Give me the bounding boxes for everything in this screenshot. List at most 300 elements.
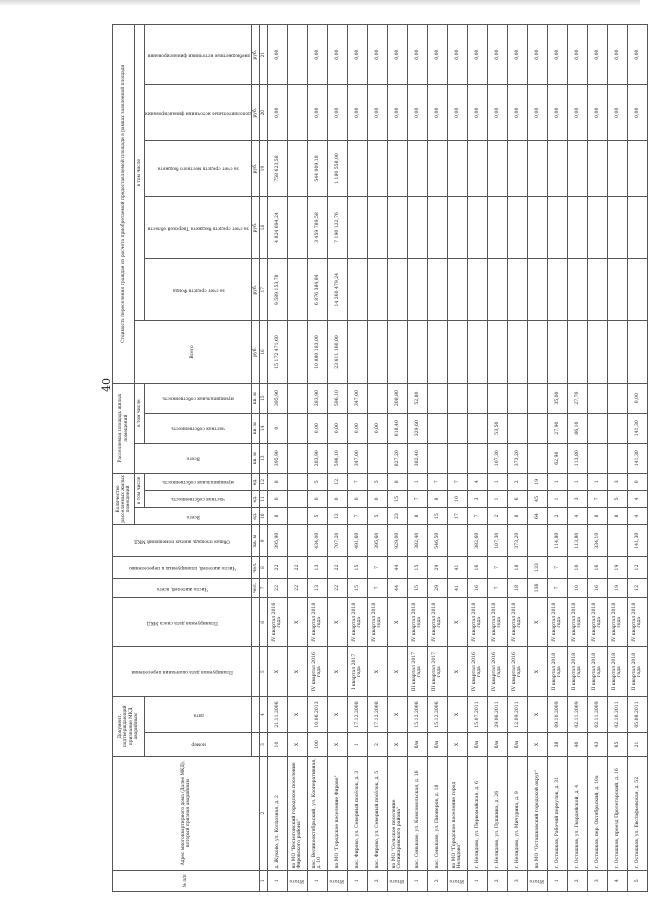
- table-cell: [607, 141, 627, 197]
- unit-sqm: кв. м: [251, 413, 259, 443]
- table-cell: [447, 259, 467, 321]
- table-cell: [527, 525, 547, 557]
- column-number: 5: [259, 647, 267, 696]
- scan-edge-shadow: [0, 0, 640, 6]
- table-cell: 41: [447, 578, 467, 597]
- table-cell: 4 824 694,24: [267, 196, 287, 258]
- table-cell: 827,20: [387, 443, 407, 473]
- table-cell: 0,00: [607, 25, 627, 85]
- table-cell: 0: [307, 490, 327, 507]
- table-cell: 0,00: [307, 25, 327, 85]
- table-row: [427, 25, 447, 892]
- table-cell: 16: [587, 578, 607, 597]
- table-cell: [387, 141, 407, 197]
- table-cell: [287, 196, 307, 258]
- table-cell: IV квартал 2018 года: [427, 598, 447, 647]
- header-plan-resettle: Планируемая дата окончания переселения: [113, 647, 252, 696]
- table-cell: 0,00: [467, 25, 487, 85]
- table-cell: 113,80: [567, 443, 587, 473]
- table-cell: 4: [627, 490, 647, 507]
- table-cell: 8: [267, 473, 287, 490]
- header-area-total: Общая площадь жилых помещений МКД: [113, 525, 252, 557]
- table-total-row: [527, 25, 547, 892]
- table-cell: 53,50: [487, 413, 507, 443]
- unit-blank: [251, 696, 259, 732]
- table-cell: 29: [427, 557, 447, 578]
- table-cell: 7: [347, 473, 367, 490]
- table-cell: д. Жуково, ул. Колхозная, д. 2: [267, 756, 287, 870]
- table-cell: 10: [567, 557, 587, 578]
- table-cell: [427, 443, 447, 473]
- table-cell: 21: [627, 733, 647, 757]
- table-cell: г. Осташков, ул. Гвардейской, д. 4: [567, 756, 587, 870]
- table-cell: 6 876 384,84: [307, 259, 327, 321]
- table-cell: 4: [467, 473, 487, 490]
- table-cell: [567, 141, 587, 197]
- column-number: 17: [259, 259, 267, 321]
- column-number: 14: [259, 413, 267, 443]
- table-cell: [407, 141, 427, 197]
- table-cell: 09.10.2009: [547, 696, 567, 732]
- table-cell: 15: [407, 557, 427, 578]
- header-doc-date: дата: [145, 696, 252, 732]
- table-row: [487, 25, 507, 892]
- table-cell: [347, 259, 367, 321]
- table-cell: X: [527, 696, 547, 732]
- header-cost-extra2: внебюджетные источники финансирования: [145, 25, 252, 85]
- table-cell: 7: [587, 490, 607, 507]
- table-cell: 15: [387, 490, 407, 507]
- table-cell: 15.12.2006: [407, 696, 427, 732]
- table-cell: 0,00: [547, 25, 567, 85]
- table-cell: 1: [547, 870, 567, 891]
- table-cell: [567, 259, 587, 321]
- table-cell: 1: [487, 473, 507, 490]
- table-cell: 7: [467, 508, 487, 525]
- table-cell: [507, 321, 527, 383]
- table-cell: 3: [507, 870, 527, 891]
- header-area-private: частная собственность: [145, 413, 252, 443]
- table-row: [547, 25, 567, 892]
- header-cost-extra: дополнительные источники финансирования: [145, 85, 252, 141]
- header-area-municipal: муниципальная собственность: [145, 383, 252, 413]
- table-cell: 1: [307, 870, 327, 891]
- header-address: Адрес многоквартирного дома (Далее МКД), который признан аварийным: [113, 756, 260, 870]
- table-cell: [507, 196, 527, 258]
- table-cell: [427, 413, 447, 443]
- header-rooms-in-number: в том числе: [135, 473, 145, 507]
- table-cell: по МО "Городское поселение Фирово": [327, 756, 347, 870]
- unit-rub: руб.: [251, 259, 259, 321]
- table-cell: 0,00: [267, 25, 287, 85]
- table-cell: 758 623,58: [267, 141, 287, 197]
- table-total-row: [327, 25, 347, 892]
- table-cell: [367, 383, 387, 413]
- table-cell: 5: [307, 508, 327, 525]
- table-row: [567, 25, 587, 892]
- table-cell: IV квартал 2018 года: [367, 598, 387, 647]
- table-cell: [287, 413, 307, 443]
- table-cell: [587, 413, 607, 443]
- table-cell: 434,00: [307, 525, 327, 557]
- table-cell: [487, 321, 507, 383]
- table-cell: [627, 321, 647, 383]
- table-cell: [567, 321, 587, 383]
- table-cell: 15.07.2011: [467, 696, 487, 732]
- table-cell: пос. Сеньково, ул. Пионеров, д. 18: [427, 756, 447, 870]
- table-cell: [587, 321, 607, 383]
- unit-rub: руб.: [251, 85, 259, 141]
- table-cell: 3: [607, 473, 627, 490]
- table-cell: 2: [427, 870, 447, 891]
- table-cell: [587, 443, 607, 473]
- table-cell: 0,00: [607, 85, 627, 141]
- table-cell: 382,40: [407, 525, 427, 557]
- table-cell: [487, 141, 507, 197]
- table-cell: 1: [267, 870, 287, 891]
- table-cell: 0,00: [487, 25, 507, 85]
- table-cell: X: [527, 598, 547, 647]
- table-cell: X: [387, 733, 407, 757]
- table-cell: [287, 490, 307, 507]
- table-cell: 8: [407, 508, 427, 525]
- table-cell: [587, 141, 607, 197]
- table-cell: IV квартал 2016 года: [467, 647, 487, 696]
- table-cell: 44: [387, 557, 407, 578]
- column-number: 3: [259, 733, 267, 757]
- table-cell: [587, 383, 607, 413]
- header-residents-plan: Число жителей, планируемых к переселению: [113, 557, 252, 578]
- table-cell: 100: [307, 733, 327, 757]
- unit-blank: [251, 598, 259, 647]
- table-cell: б/н: [487, 733, 507, 757]
- table-cell: [607, 259, 627, 321]
- table-cell: 2: [567, 870, 587, 891]
- table-total-row: [287, 25, 307, 892]
- table-cell: [467, 321, 487, 383]
- table-cell: [527, 259, 547, 321]
- table-cell: 141,30: [627, 443, 647, 473]
- table-cell: 382,60: [467, 525, 487, 557]
- table-cell: 1: [467, 870, 487, 891]
- table-cell: г. Нелидово, ул. Мичурина, д. 9: [507, 756, 527, 870]
- header-cost-in-number: в том числе: [135, 25, 145, 321]
- column-number: 18: [259, 196, 267, 258]
- column-number: 12: [259, 473, 267, 490]
- table-cell: 596,10: [327, 383, 347, 413]
- table-cell: 283,90: [307, 443, 327, 473]
- table-row: [607, 25, 627, 892]
- document-page: [112, 24, 643, 892]
- table-cell: III квартал 2017 года: [427, 647, 447, 696]
- table-cell: I квартал 2017 года: [347, 647, 367, 696]
- table-cell: [507, 413, 527, 443]
- table-cell: 17: [447, 508, 467, 525]
- table-cell: 929,00: [387, 525, 407, 557]
- table-cell: III квартал 2017 года: [407, 647, 427, 696]
- table-cell: 02.11.2009: [587, 696, 607, 732]
- table-cell: 10 880 183,00: [307, 321, 327, 383]
- table-cell: 3: [467, 490, 487, 507]
- table-cell: 45: [527, 490, 547, 507]
- table-cell: X: [387, 647, 407, 696]
- table-cell: 141,30: [627, 525, 647, 557]
- table-cell: 2: [547, 508, 567, 525]
- table-cell: IV квартал 2018 года: [607, 598, 627, 647]
- table-cell: [467, 196, 487, 258]
- table-cell: [607, 443, 627, 473]
- table-cell: 14 260 479,24: [327, 259, 347, 321]
- table-cell: 13: [307, 578, 327, 597]
- table-cell: 334,10: [587, 525, 607, 557]
- table-cell: [487, 383, 507, 413]
- column-number: 16: [259, 321, 267, 383]
- table-cell: II квартал 2018 года: [567, 647, 587, 696]
- header-rooms-municipal: муниципальная собственность: [145, 473, 252, 490]
- table-cell: 6: [507, 490, 527, 507]
- table-cell: 0,00: [487, 85, 507, 141]
- table-cell: X: [267, 647, 287, 696]
- table-cell: [447, 413, 467, 443]
- table-cell: 22: [267, 578, 287, 597]
- table-row: [267, 25, 287, 892]
- table-cell: X: [327, 696, 347, 732]
- table-row: [587, 25, 607, 892]
- table-cell: [447, 383, 467, 413]
- unit-blank: [251, 733, 259, 757]
- table-cell: X: [447, 696, 467, 732]
- table-cell: 8: [507, 508, 527, 525]
- table-cell: 1: [567, 473, 587, 490]
- table-cell: 4: [607, 870, 627, 891]
- table-cell: 0,00: [547, 85, 567, 141]
- table-cell: 141,30: [627, 413, 647, 443]
- table-cell: [607, 383, 627, 413]
- table-cell: [447, 141, 467, 197]
- table-cell: [427, 383, 447, 413]
- table-cell: 19: [527, 473, 547, 490]
- table-cell: 0,00: [327, 413, 347, 443]
- table-cell: 8: [387, 473, 407, 490]
- column-number: 21: [259, 25, 267, 85]
- table-cell: 0,00: [347, 25, 367, 85]
- table-cell: [387, 196, 407, 258]
- table-cell: [467, 259, 487, 321]
- table-cell: 7: [547, 557, 567, 578]
- table-cell: 15: [347, 557, 367, 578]
- table-cell: 382,40: [407, 443, 427, 473]
- table-cell: [627, 196, 647, 258]
- table-cell: 3: [587, 870, 607, 891]
- table-cell: 19: [607, 578, 627, 597]
- table-cell: [547, 321, 567, 383]
- unit-rub: руб.: [251, 141, 259, 197]
- table-cell: II квартал 2018 года: [547, 647, 567, 696]
- rotated-table-container: [112, 24, 643, 892]
- column-number: 2: [259, 756, 267, 870]
- table-cell: IV квартал 2016 года: [487, 647, 507, 696]
- table-cell: Итого: [287, 870, 307, 891]
- table-cell: по МО "Весьегонский городское поселение Фировского района": [287, 756, 307, 870]
- table-cell: X: [367, 647, 387, 696]
- table-cell: 8: [267, 508, 287, 525]
- table-cell: [367, 259, 387, 321]
- table-row: [347, 25, 367, 892]
- table-cell: [507, 383, 527, 413]
- table-row: [367, 25, 387, 892]
- header-cost-local: за счет средств местного бюджета: [145, 141, 252, 197]
- table-cell: г. Нелидово, ул. Пушкина, д. 26: [487, 756, 507, 870]
- header-doc-number: номер: [145, 733, 252, 757]
- table-cell: 0,00: [307, 413, 327, 443]
- table-cell: 0,00: [527, 85, 547, 141]
- table-cell: 7: [407, 490, 427, 507]
- table-cell: 27,90: [547, 413, 567, 443]
- table-cell: [347, 141, 367, 197]
- table-cell: 0,00: [307, 85, 327, 141]
- table-cell: 0,00: [407, 25, 427, 85]
- table-cell: [467, 443, 487, 473]
- unit-people: чел.: [251, 578, 259, 597]
- column-number: 4: [259, 696, 267, 732]
- table-cell: пос. Фирово, ул. Северный посёлок, д. 5: [367, 756, 387, 870]
- table-cell: 1: [407, 870, 427, 891]
- table-cell: [407, 196, 427, 258]
- table-cell: 0,00: [507, 25, 527, 85]
- column-number: 8: [259, 557, 267, 578]
- table-cell: 22: [327, 578, 347, 597]
- table-cell: 0,00: [567, 85, 587, 141]
- table-cell: IV квартал 2018 года: [467, 598, 487, 647]
- table-cell: [527, 443, 547, 473]
- table-cell: 05.08.2011: [627, 696, 647, 732]
- table-cell: [587, 196, 607, 258]
- header-residents: Число жителей, всего: [113, 578, 252, 597]
- table-cell: 12: [327, 508, 347, 525]
- table-cell: по МО "Городское поселение город Нелидово": [447, 756, 467, 870]
- table-cell: 707,20: [327, 525, 347, 557]
- table-cell: [627, 259, 647, 321]
- table-cell: [287, 321, 307, 383]
- header-area-in-number: в том числе: [135, 383, 145, 443]
- table-cell: 17.12.2008: [367, 696, 387, 732]
- table-cell: X: [327, 733, 347, 757]
- table-cell: [287, 85, 307, 141]
- table-cell: [407, 321, 427, 383]
- table-cell: 15: [347, 578, 367, 597]
- table-cell: X: [327, 598, 347, 647]
- table-cell: 35,00: [547, 383, 567, 413]
- table-cell: 7: [367, 578, 387, 597]
- table-cell: 5: [307, 473, 327, 490]
- table-cell: IV квартал 2016 года: [267, 598, 287, 647]
- table-cell: 2: [487, 870, 507, 891]
- table-cell: [427, 259, 447, 321]
- table-cell: [627, 141, 647, 197]
- table-cell: 0,00: [327, 85, 347, 141]
- table-total-row: [387, 25, 407, 892]
- unit-rub: руб.: [251, 196, 259, 258]
- table-cell: X: [327, 647, 347, 696]
- table-cell: [287, 25, 307, 85]
- table-cell: 0,00: [587, 25, 607, 85]
- table-cell: [287, 383, 307, 413]
- table-cell: [507, 141, 527, 197]
- table-cell: 40: [567, 733, 587, 757]
- table-cell: [367, 321, 387, 383]
- table-cell: X: [287, 733, 307, 757]
- table-cell: 0: [367, 490, 387, 507]
- table-cell: 347,00: [347, 443, 367, 473]
- table-cell: 1: [547, 473, 567, 490]
- table-cell: [407, 259, 427, 321]
- table-cell: 0,00: [367, 413, 387, 443]
- table-cell: 0,00: [407, 85, 427, 141]
- table-cell: 64: [527, 508, 547, 525]
- table-cell: 23: [387, 508, 407, 525]
- table-cell: 0: [347, 490, 367, 507]
- table-cell: [287, 443, 307, 473]
- table-cell: 0,00: [427, 25, 447, 85]
- table-cell: Итого: [527, 870, 547, 891]
- table-cell: 4: [627, 508, 647, 525]
- table-cell: 395,90: [267, 443, 287, 473]
- table-cell: 16: [467, 557, 487, 578]
- column-number: 1: [259, 870, 267, 891]
- table-cell: [607, 196, 627, 258]
- table-cell: 208,80: [387, 383, 407, 413]
- table-cell: 3 459 789,58: [307, 196, 327, 258]
- table-cell: пос. Великооктябрьский, ул. Кооперативная, д. 10: [307, 756, 327, 870]
- table-cell: 16: [467, 578, 487, 597]
- table-cell: [607, 413, 627, 443]
- table-cell: 65: [607, 733, 627, 757]
- header-cost-region: за счет средств бюджета Тверской области: [145, 196, 252, 258]
- table-cell: 1: [487, 490, 507, 507]
- header-rooms-group: Количество расселяемых жилых помещений: [113, 473, 135, 524]
- table-cell: 22: [287, 578, 307, 597]
- table-cell: 0,00: [427, 85, 447, 141]
- table-row: [467, 25, 487, 892]
- unit-sqm: кв. м: [251, 443, 259, 473]
- table-cell: [287, 473, 307, 490]
- header-area-all: Всего: [135, 443, 252, 473]
- table-cell: 0,00: [627, 85, 647, 141]
- table-cell: X: [287, 696, 307, 732]
- table-cell: IV квартал 2018 года: [507, 598, 527, 647]
- table-cell: 546,50: [427, 525, 447, 557]
- table-cell: X: [447, 733, 467, 757]
- table-cell: 86,10: [567, 413, 587, 443]
- table-cell: [547, 141, 567, 197]
- table-cell: IV квартал 2016 года: [507, 647, 527, 696]
- table-cell: 0,00: [387, 25, 407, 85]
- unit-blank: [251, 647, 259, 696]
- table-total-row: [447, 25, 467, 892]
- table-cell: [527, 321, 547, 383]
- table-cell: 5: [367, 473, 387, 490]
- table-cell: 44: [387, 578, 407, 597]
- table-cell: 0,00: [347, 85, 367, 141]
- table-cell: [387, 259, 407, 321]
- table-cell: 1: [347, 733, 367, 757]
- column-number: 15: [259, 383, 267, 413]
- table-cell: 283,90: [307, 383, 327, 413]
- table-cell: 7: [347, 508, 367, 525]
- table-cell: 17.12.2008: [347, 696, 367, 732]
- table-cell: по МО "Осташковский городской округ": [527, 756, 547, 870]
- table-cell: II квартал 2018 года: [627, 647, 647, 696]
